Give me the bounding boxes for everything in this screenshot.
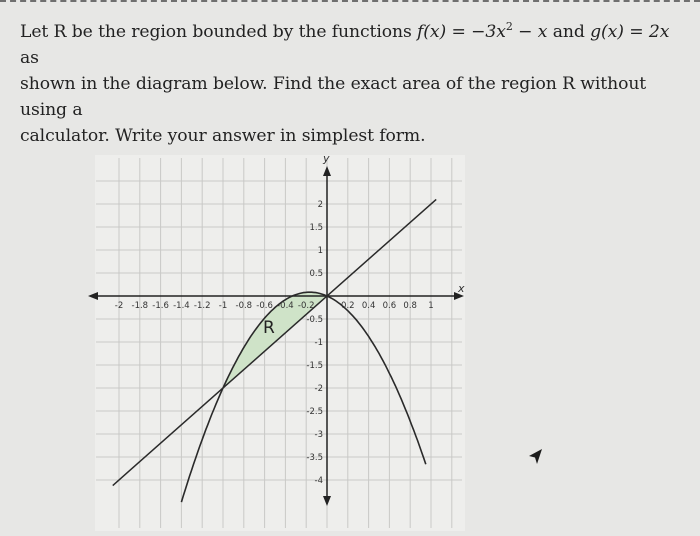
graph-paper xyxy=(95,155,465,531)
y-tick-label: -3 xyxy=(314,430,323,440)
x-tick-label: -2 xyxy=(114,301,124,311)
y-tick-label: -1.5 xyxy=(306,361,323,371)
function-f-label: f(x) = −3x xyxy=(417,22,506,42)
function-f-exponent: 2 xyxy=(505,20,513,33)
y-tick-label: 2 xyxy=(317,200,323,210)
y-tick-label: -2.5 xyxy=(306,407,323,417)
problem-text-and: and xyxy=(547,22,591,42)
function-g: g(x) = 2x xyxy=(590,22,670,42)
x-tick-label: 0.8 xyxy=(403,301,417,311)
x-tick-label: -0.6 xyxy=(256,301,273,311)
y-tick-label: 1.5 xyxy=(309,223,323,233)
x-tick-label: -0.4 xyxy=(277,301,294,311)
x-tick-label: -0.8 xyxy=(235,301,253,311)
function-f-tail: − x xyxy=(512,22,548,42)
x-axis-arrow-left-icon xyxy=(88,292,98,300)
y-tick-label: 0.5 xyxy=(309,269,323,279)
mouse-cursor-icon xyxy=(528,448,544,466)
x-tick-label: -0.2 xyxy=(297,301,315,311)
y-tick-label: -1 xyxy=(314,338,323,348)
y-tick-label: -3.5 xyxy=(306,453,323,463)
y-tick-label: 1 xyxy=(317,246,323,256)
x-tick-label: -1.2 xyxy=(193,301,211,311)
x-tick-label: 0.6 xyxy=(382,301,397,311)
x-axis-label: x xyxy=(458,282,465,295)
x-tick-label: -1.8 xyxy=(131,301,149,311)
y-tick-label: -0.5 xyxy=(306,315,323,325)
x-tick-label: 1 xyxy=(428,301,434,311)
x-tick-label: 0.2 xyxy=(341,301,355,311)
y-tick-label: -4 xyxy=(314,476,323,486)
x-tick-label: -1 xyxy=(218,301,228,311)
region-r-label: R xyxy=(263,318,275,338)
problem-text-intro: Let R be the region bounded by the functions xyxy=(20,22,418,42)
x-tick-label: -1.4 xyxy=(173,301,190,311)
problem-line-2: shown in the diagram below. Find the exact area of the region R without using a xyxy=(20,74,647,120)
problem-text-as: as xyxy=(20,48,39,68)
x-tick-label: -1.6 xyxy=(152,301,169,311)
problem-line-3: calculator. Write your answer in simplest form. xyxy=(20,126,426,146)
y-axis-label: y xyxy=(323,152,330,165)
x-tick-label: 0.4 xyxy=(361,301,376,311)
y-tick-label: -2 xyxy=(314,384,323,394)
